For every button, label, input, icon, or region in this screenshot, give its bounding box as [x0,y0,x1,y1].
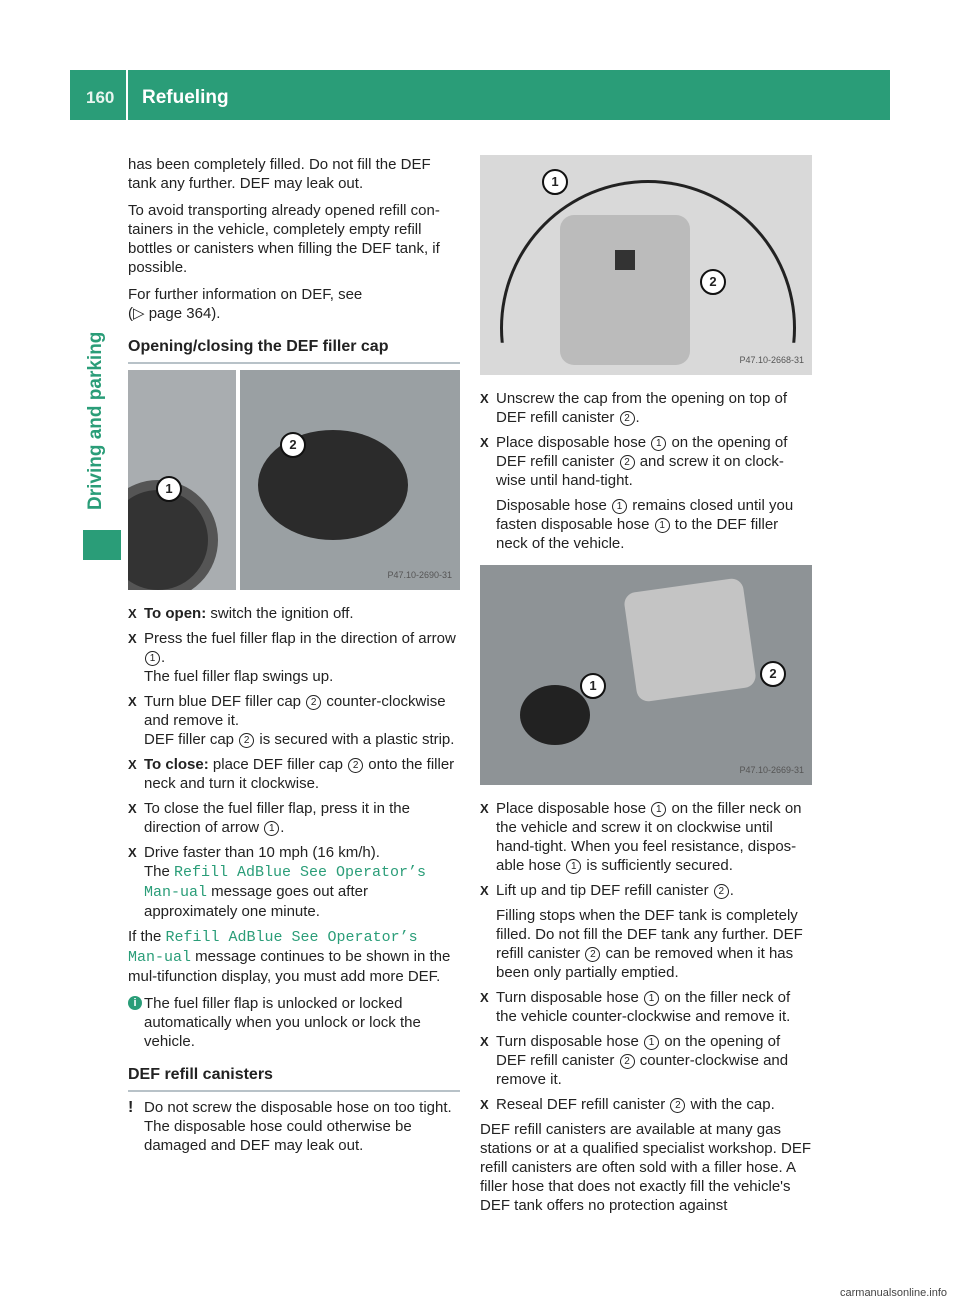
step-tip-canister [480,881,812,982]
step-text: Filling stops when the DEF tank is completely filled. Do not fill the DEF tank any further. DEF refill canister [496,907,803,962]
callout-2: 2 [760,661,786,687]
callout-ref-2: 2 [585,947,600,962]
step-remove-hose [480,988,812,1026]
callout-2: 2 [280,432,306,458]
callout-ref-2: 2 [620,411,635,426]
step-reseal [480,1095,812,1114]
page-ref-link[interactable]: page 364). [148,305,221,322]
page-header [70,70,890,120]
section-heading-filler-cap: Opening/closing the DEF filler cap [128,337,460,364]
step-text: message goes out after approximately one minute. [144,883,368,920]
step-text: Turn disposable hose [496,989,644,1006]
further-info: For further information on DEF, see (▷ page 364). [128,286,363,322]
image-code: P47.10-2669-31 [739,765,804,775]
step-text: Turn disposable hose [496,1033,644,1050]
body-text: If the [128,928,166,945]
step-attach-hose [480,799,812,875]
display-message: Refill AdBlue See Operator’s Man-ual [128,929,418,966]
callout-ref-1: 1 [651,802,666,817]
callout-ref-2: 2 [620,455,635,470]
step-turn-cap [128,692,460,749]
warning-note [128,1098,460,1155]
step-text: Disposable hose [496,497,612,514]
step-place-hose [480,433,812,553]
callout-ref-2: 2 [620,1054,635,1069]
step-open-label: To open: [144,605,207,622]
step-unscrew-hose [480,1032,812,1089]
further-text: For further information on DEF, see [128,286,363,303]
callout-ref-1: 1 [644,991,659,1006]
step-unscrew-cap [480,389,812,427]
right-column [480,155,812,1223]
callout-ref-1: 1 [644,1035,659,1050]
callout-1: 1 [580,673,606,699]
message-persists-text [128,927,460,986]
step-text: . [161,649,166,666]
step-text: and screw it on clock-wise until hand-tight. [496,453,784,489]
callout-ref-2: 2 [348,758,363,773]
step-close [128,755,460,793]
step-text: Place disposable hose [496,800,651,817]
step-text: Drive faster than 10 mph (16 km/h). [144,844,380,861]
step-open-text: switch the ignition off. [206,605,354,622]
body-text: message continues to be shown in the mul-tifunction display, you must add more DEF. [128,948,451,985]
callout-1: 1 [542,169,568,195]
step-text: counter-clockwise and remove it. [496,1052,789,1088]
callout-ref-1: 1 [264,821,279,836]
closing-text: DEF refill canisters are available at many gas stations or at a qualified specialist workshop. DEF refill canisters are often sold with a filler hose. A filler hose that does not exactly fill the vehicle's DEF tank offers no protection against [480,1121,811,1214]
info-icon: i [128,996,142,1010]
photo-divider [236,370,240,590]
step-text: Reseal DEF refill canister [496,1096,670,1113]
chapter-title: Refueling [142,87,229,108]
display-message: Refill AdBlue See Operator’s Man-ual [144,864,427,901]
step-text: Press the fuel filler flap in the direction of arrow [144,630,456,647]
side-tab [86,300,116,520]
step-text: is secured with a plastic strip. [255,731,455,748]
step-text: Unscrew the cap from the opening on top of DEF refill canister [496,390,788,426]
step-text: counter-clockwise and remove it. [144,693,446,729]
section-heading-refill-canisters: DEF refill canisters [128,1065,460,1092]
step-text: on the filler neck of the vehicle counter-clockwise and remove it. [496,989,791,1025]
step-text: Lift up and tip DEF refill canister [496,882,713,899]
callout-ref-1: 1 [612,499,627,514]
callout-ref-2: 2 [714,884,729,899]
step-text: Turn blue DEF filler cap [144,693,306,710]
watermark: carmanualsonline.info [840,1287,948,1299]
left-column [128,155,460,1163]
step-text: . [280,819,285,836]
side-tab-marker [83,530,121,560]
callout-ref-2: 2 [670,1098,685,1113]
canister-hose-photo [480,155,812,375]
callout-ref-1: 1 [655,518,670,533]
step-press-flap [128,629,460,686]
image-code: P47.10-2668-31 [739,355,804,365]
step-text: on the opening of DEF refill canister [496,1033,781,1069]
step-text: on the filler neck on the vehicle and screw it on clockwise until hand-tight. When you feel resistance, dispos-able hose [496,800,802,874]
step-text: . [635,409,640,426]
step-text: remains closed until you fasten disposable hose [496,497,794,533]
filler-cap-photo [128,370,460,590]
avoid-text: To avoid transporting already opened refill con-tainers in the vehicle, completely empty refill bottles or canisters when filling the DEF tank, if possible. [128,202,440,276]
step-close-flap [128,799,460,837]
callout-ref-1: 1 [145,651,160,666]
filler-neck-shape [520,685,590,745]
step-text: The fuel filler flap swings up. [144,668,334,685]
step-text: To close the fuel filler flap, press it in the direction of arrow [144,800,410,836]
callout-1: 1 [156,476,182,502]
step-text: to the DEF filler neck of the vehicle. [496,516,779,552]
step-text: with the cap. [686,1096,775,1113]
info-note [128,994,460,1051]
callout-ref-1: 1 [651,436,666,451]
info-text: The fuel filler flap is unlocked or locked automatically when you unlock or lock the vehicle. [144,995,421,1050]
canister-shape [623,577,757,703]
image-code: P47.10-2690-31 [387,570,452,580]
header-divider [126,70,128,120]
step-drive [128,843,460,921]
warning-text: Do not screw the disposable hose on too tight. The disposable hose could otherwise be damaged and DEF may leak out. [144,1099,452,1154]
step-text: can be removed when it has been only partially emptied. [496,945,794,981]
step-text: is sufficiently secured. [582,857,733,874]
warning-icon: ! [128,1099,134,1116]
step-text: Place disposable hose [496,434,651,451]
step-close-label: To close: [144,756,209,773]
callout-ref-2: 2 [239,733,254,748]
step-text: place DEF filler cap [208,756,348,773]
page-number: 160 [86,88,115,107]
step-text: . [729,882,734,899]
hose-on-vehicle-photo [480,565,812,785]
step-text: DEF filler cap [144,731,239,748]
step-text: onto the filler neck and turn it clockwise. [144,756,455,792]
callout-ref-2: 2 [306,695,321,710]
callout-ref-1: 1 [566,859,581,874]
callout-2: 2 [700,269,726,295]
step-text: on the opening of DEF refill canister [496,434,788,470]
side-tab-label: Driving and parking [85,331,106,510]
intro-text: has been completely filled. Do not fill the DEF tank any further. DEF may leak out. [128,156,431,192]
step-text: The [144,863,175,880]
step-open [128,604,460,623]
page-ref-arrow-icon: ▷ [133,305,145,322]
